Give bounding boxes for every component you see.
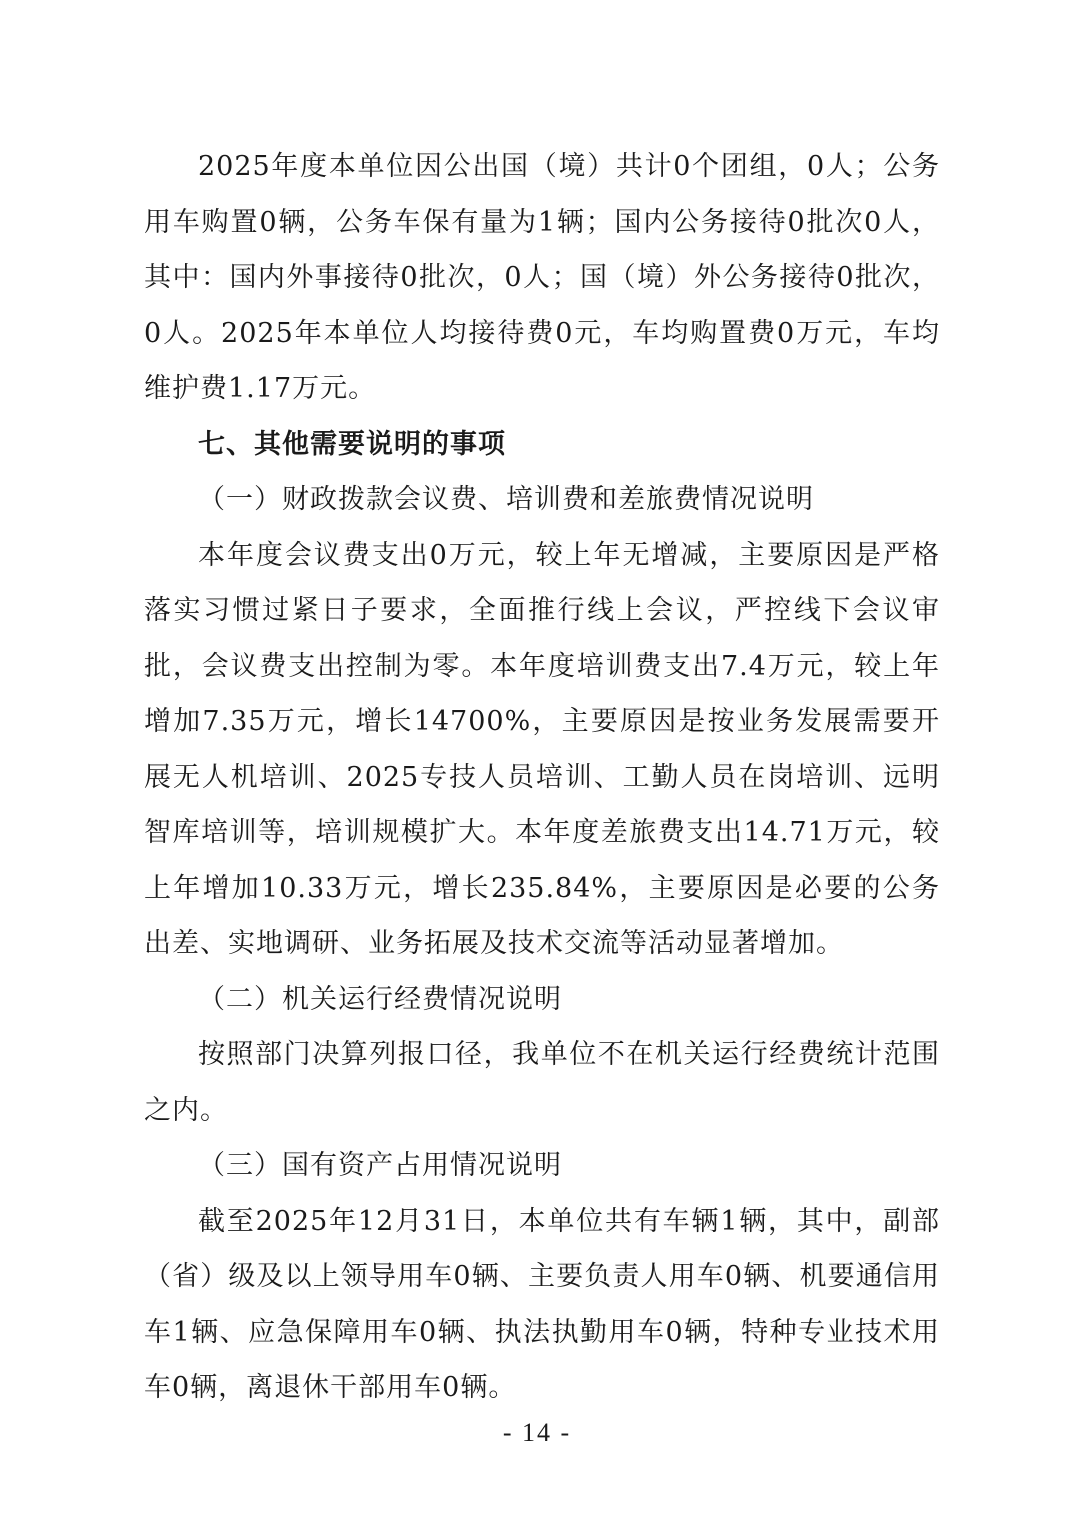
paragraph-overseas-and-vehicles: 2025年度本单位因公出国（境）共计0个团组，0人；公务用车购置0辆，公务车保有量为1辆；国内公务接待0批次0人，其中：国内外事接待0批次，0人；国（境）外公务接待0批次，0人。2025年本单位人均接待费0元，车均购置费0万元，车均维护费1.17万元。 bbox=[144, 151, 940, 404]
page-number: - 14 - bbox=[502, 1418, 572, 1447]
section-heading-other-matters: 七、其他需要说明的事项 bbox=[198, 428, 506, 460]
subheading-state-assets: （三）国有资产占用情况说明 bbox=[198, 1150, 562, 1181]
document-body bbox=[144, 139, 940, 1416]
subheading-meeting-training-travel: （一）财政拨款会议费、培训费和差旅费情况说明 bbox=[198, 484, 814, 515]
subheading-operating-expenses: （二）机关运行经费情况说明 bbox=[198, 983, 562, 1015]
paragraph-meeting-training-travel: 本年度会议费支出0万元，较上年无增减，主要原因是严格落实习惯过紧日子要求，全面推行线上会议，严控线下会议审批，会议费支出控制为零。本年度培训费支出7.4万元，较上年增加7.35万元，增长14700%，主要原因是按业务发展需要开展无人机培训、2025专技人员培训、工勤人员在岗培训、远明智库培训等，培训规模扩大。本年度差旅费支出14.71万元，较上年增加10.33万元，增长235.84%，主要原因是必要的公务出差、实地调研、业务拓展及技术交流等活动显著增加。 bbox=[144, 539, 940, 959]
paragraph-state-assets: 截至2025年12月31日，本单位共有车辆1辆，其中，副部（省）级及以上领导用车0辆、主要负责人用车0辆、机要通信用车1辆、应急保障用车0辆、执法执勤用车0辆，特种专业技术用车0辆，离退休干部用车0辆。 bbox=[144, 1205, 940, 1403]
paragraph-operating-expenses: 按照部门决算列报口径，我单位不在机关运行经费统计范围之内。 bbox=[144, 1039, 940, 1126]
